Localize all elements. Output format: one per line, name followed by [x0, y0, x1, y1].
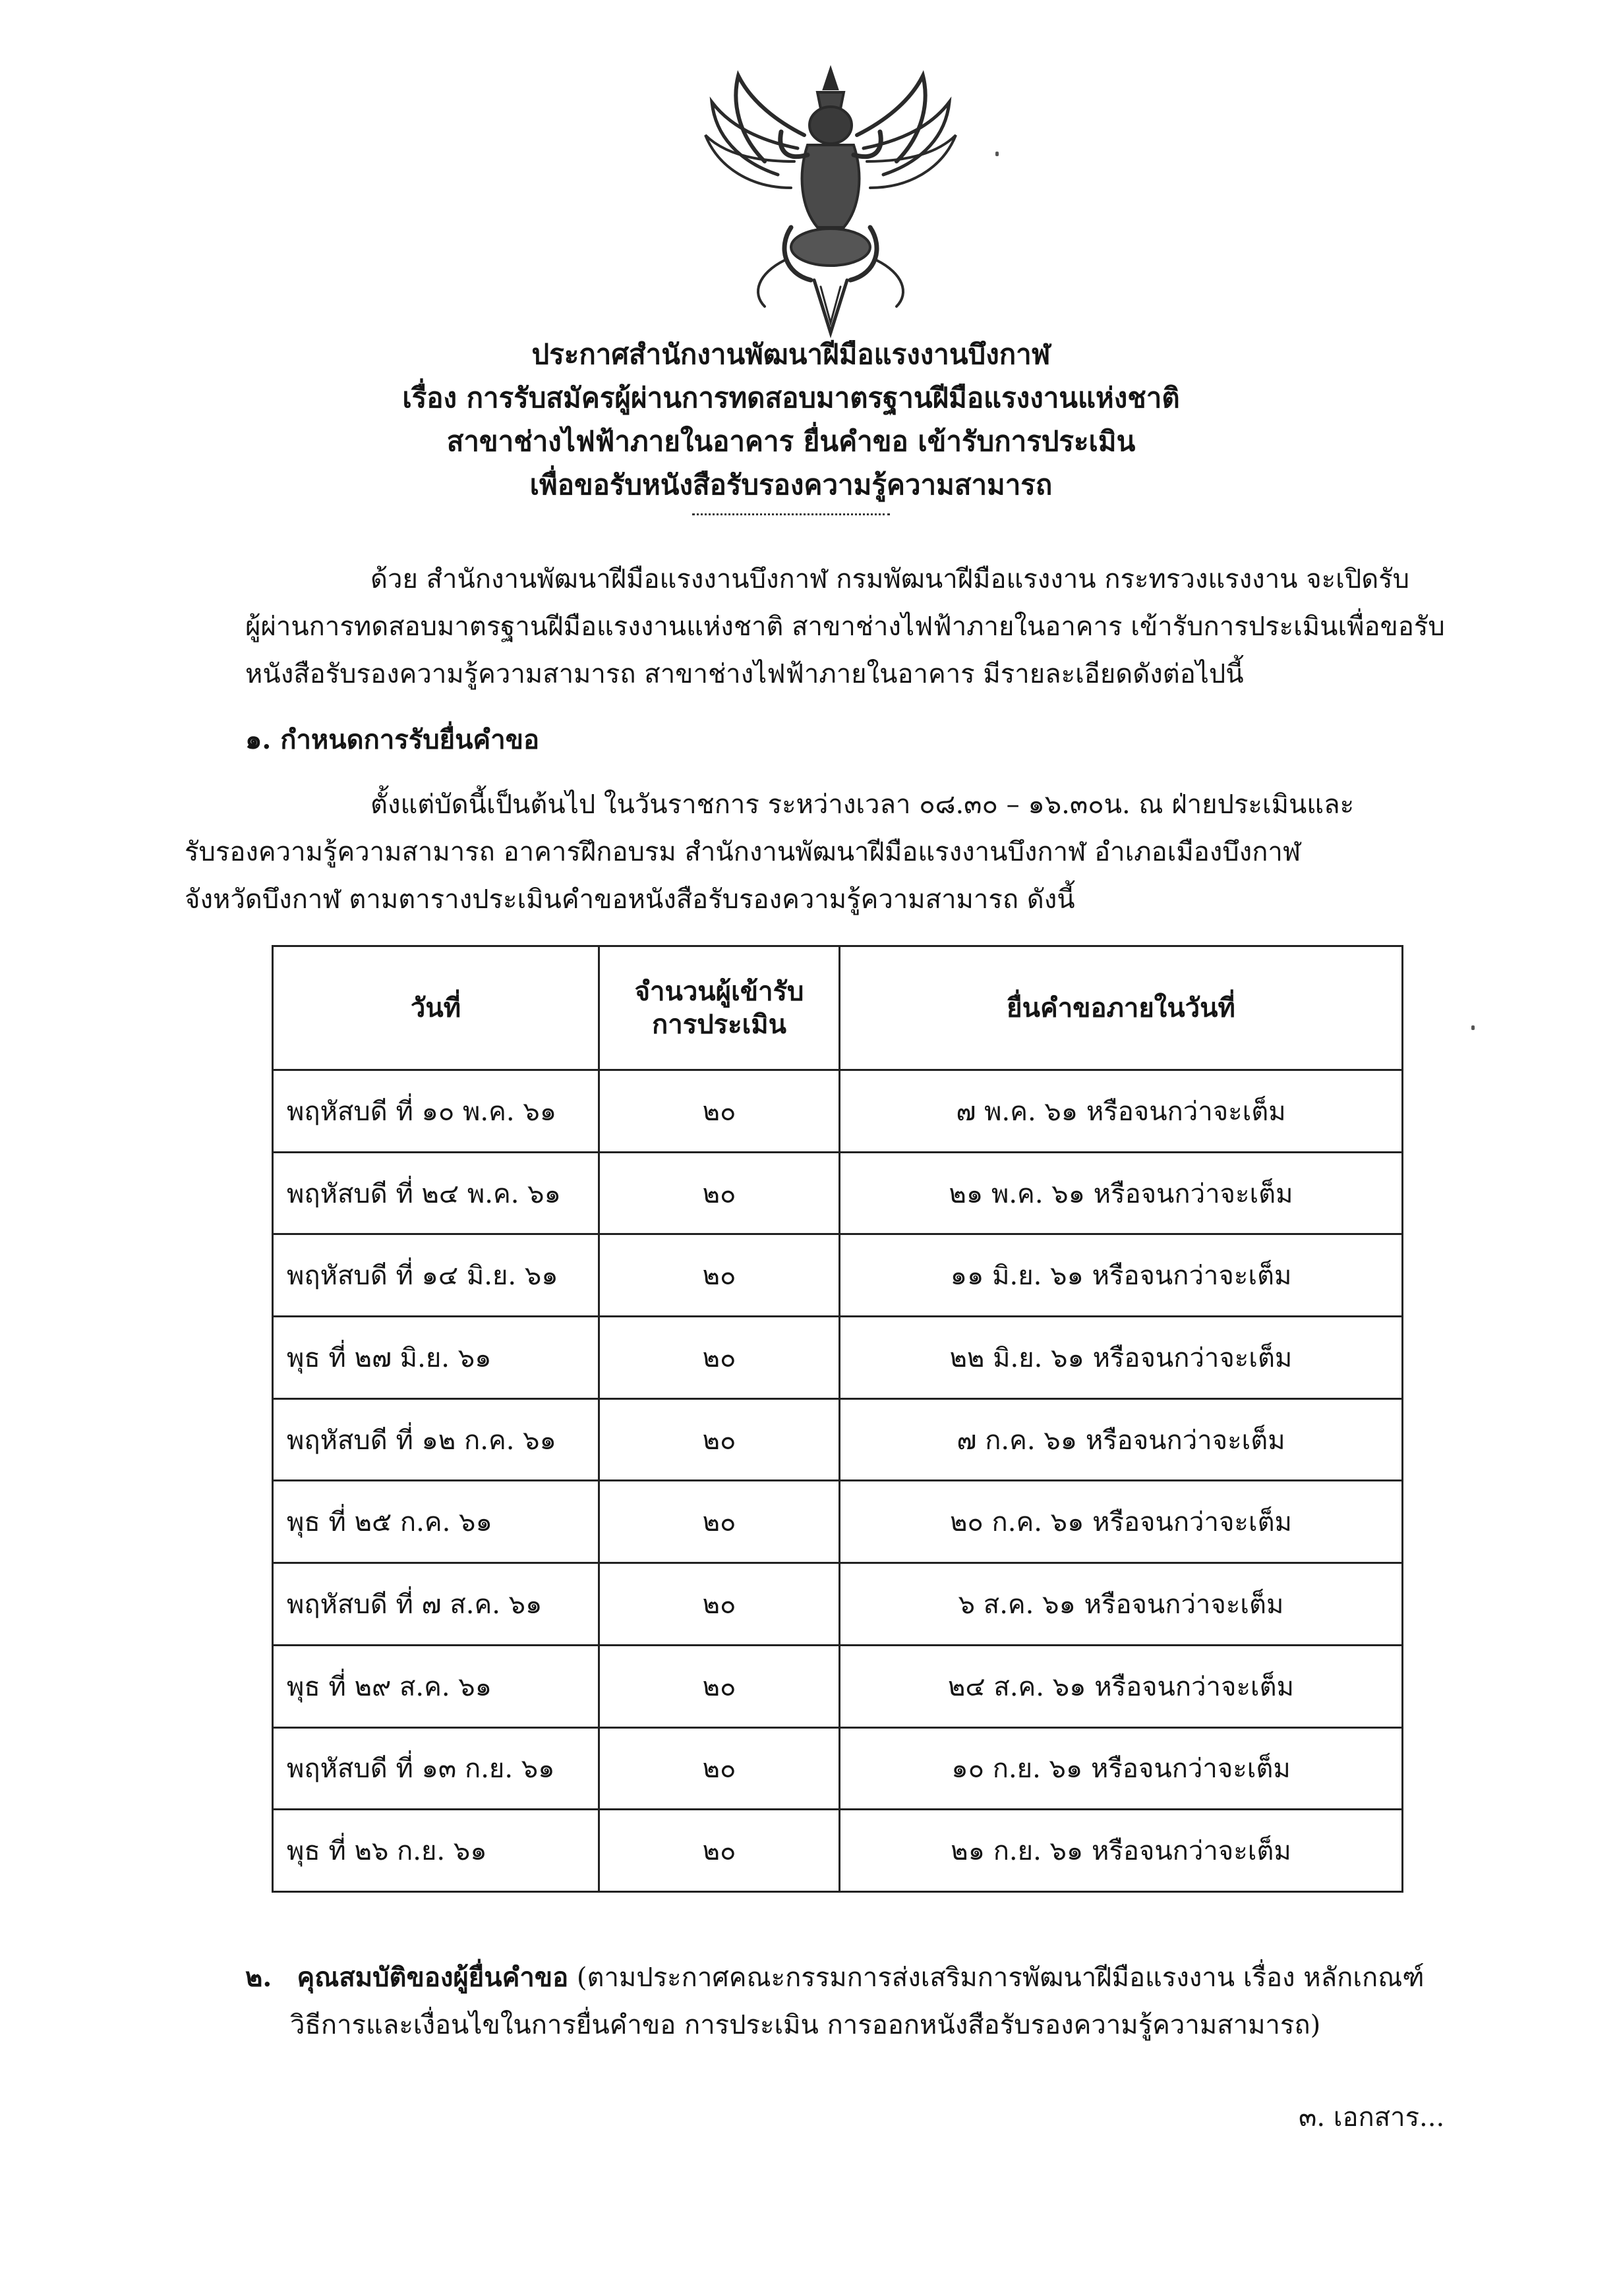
- section-2-line-2: วิธีการและเงื่อนไขในการยื่นคำขอ การประเมิน การออกหนังสือรับรองความรู้ความสามารถ): [290, 2010, 1321, 2040]
- cell-date: พุธ ที่ ๒๗ มิ.ย. ๖๑: [273, 1317, 599, 1399]
- cell-date: พุธ ที่ ๒๖ ก.ย. ๖๑: [273, 1810, 599, 1892]
- cell-deadline: ๒๒ มิ.ย. ๖๑ หรือจนกว่าจะเต็ม: [840, 1317, 1403, 1399]
- cell-deadline: ๑๑ มิ.ย. ๖๑ หรือจนกว่าจะเต็ม: [840, 1234, 1403, 1317]
- cell-count: ๒๐: [599, 1070, 840, 1153]
- header-count-line-2: การประเมิน: [652, 1008, 786, 1040]
- cell-date: พฤหัสบดี ที่ ๗ ส.ค. ๖๑: [273, 1563, 599, 1646]
- cell-count: ๒๐: [599, 1152, 840, 1234]
- cell-count: ๒๐: [599, 1317, 840, 1399]
- cell-date: พฤหัสบดี ที่ ๑๓ ก.ย. ๖๑: [273, 1727, 599, 1810]
- cell-deadline: ๗ ก.ค. ๖๑ หรือจนกว่าจะเต็ม: [840, 1398, 1403, 1481]
- cell-deadline: ๒๐ ก.ค. ๖๑ หรือจนกว่าจะเต็ม: [840, 1481, 1403, 1563]
- table-row: [273, 1398, 1403, 1481]
- header-count: [599, 946, 840, 1070]
- title-line-3: สาขาช่างไฟฟ้าภายในอาคาร ยื่นคำขอ เข้ารับการประเมิน: [446, 425, 1136, 457]
- cell-count: ๒๐: [599, 1563, 840, 1646]
- header-count-line-1: จำนวนผู้เข้ารับ: [634, 975, 804, 1007]
- table-row: [273, 1152, 1403, 1234]
- table-row: [273, 1810, 1403, 1892]
- announcement-title: [198, 333, 1384, 515]
- cell-deadline: ๒๔ ส.ค. ๖๑ หรือจนกว่าจะเต็ม: [840, 1645, 1403, 1727]
- title-divider: [692, 513, 890, 515]
- table-header-row: [273, 946, 1403, 1070]
- title-line-1: ประกาศสำนักงานพัฒนาฝีมือแรงงานบึงกาฬ: [531, 338, 1051, 370]
- scan-speck: [995, 152, 999, 156]
- section-2-text: (ตามประกาศคณะกรรมการส่งเสริมการพัฒนาฝีมือแรงงาน เรื่อง หลักเกณฑ์: [568, 1963, 1425, 1993]
- table-row: [273, 1645, 1403, 1727]
- garuda-emblem-icon: [686, 63, 976, 339]
- section-1-line-2: รับรองความรู้ความสามารถ อาคารฝึกอบรม สำนักงานพัฒนาฝีมือแรงงานบึงกาฬ อำเภอเมืองบึงกาฬ: [185, 837, 1301, 867]
- section-2-line-1: [245, 1957, 1425, 1998]
- table-row: [273, 1481, 1403, 1563]
- cell-count: ๒๐: [599, 1727, 840, 1810]
- table-row: [273, 1317, 1403, 1399]
- header-deadline: ยื่นคำขอภายในวันที่: [840, 946, 1403, 1070]
- cell-date: พุธ ที่ ๒๙ ส.ค. ๖๑: [273, 1645, 599, 1727]
- cell-date: พฤหัสบดี ที่ ๒๔ พ.ค. ๖๑: [273, 1152, 599, 1234]
- cell-count: ๒๐: [599, 1234, 840, 1317]
- cell-count: ๒๐: [599, 1645, 840, 1727]
- intro-line-1: ด้วย สำนักงานพัฒนาฝีมือแรงงานบึงกาฬ กรมพัฒนาฝีมือแรงงาน กระทรวงแรงงาน จะเปิดรับ: [370, 564, 1410, 594]
- cell-date: พฤหัสบดี ที่ ๑๔ มิ.ย. ๖๑: [273, 1234, 599, 1317]
- intro-line-2: ผู้ผ่านการทดสอบมาตรฐานฝีมือแรงงานแห่งชาติ สาขาช่างไฟฟ้าภายในอาคาร เข้ารับการประเมินเพื่อขอรับ: [245, 612, 1445, 642]
- section-1-line-3: จังหวัดบึงกาฬ ตามตารางประเมินคำขอหนังสือรับรองความรู้ความสามารถ ดังนี้: [185, 884, 1075, 915]
- cell-date: พุธ ที่ ๒๕ ก.ค. ๖๑: [273, 1481, 599, 1563]
- section-1-heading: ๑. กำหนดการรับยื่นคำขอ: [245, 724, 540, 755]
- cell-date: พฤหัสบดี ที่ ๑๒ ก.ค. ๖๑: [273, 1398, 599, 1481]
- cell-date: พฤหัสบดี ที่ ๑๐ พ.ค. ๖๑: [273, 1070, 599, 1153]
- table-row: [273, 1070, 1403, 1153]
- section-1-line-1: ตั้งแต่บัดนี้เป็นต้นไป ในวันราชการ ระหว่างเวลา ๐๘.๓๐ – ๑๖.๓๐น. ณ ฝ่ายประเมินและ: [370, 789, 1355, 820]
- header-date: วันที่: [273, 946, 599, 1070]
- cell-deadline: ๒๑ ก.ย. ๖๑ หรือจนกว่าจะเต็ม: [840, 1810, 1403, 1892]
- cell-deadline: ๗ พ.ค. ๖๑ หรือจนกว่าจะเต็ม: [840, 1070, 1403, 1153]
- table-row: [273, 1727, 1403, 1810]
- cell-deadline: ๑๐ ก.ย. ๖๑ หรือจนกว่าจะเต็ม: [840, 1727, 1403, 1810]
- next-page-marker: ๓. เอกสาร...: [1299, 2102, 1445, 2133]
- title-line-2: เรื่อง การรับสมัครผู้ผ่านการทดสอบมาตรฐานฝีมือแรงงานแห่งชาติ: [402, 382, 1180, 414]
- table-row: [273, 1234, 1403, 1317]
- title-line-4: เพื่อขอรับหนังสือรับรองความรู้ความสามารถ: [529, 469, 1053, 501]
- table-row: [273, 1563, 1403, 1646]
- cell-count: ๒๐: [599, 1481, 840, 1563]
- assessment-schedule-table: [272, 945, 1403, 1893]
- scan-speck: [1471, 1025, 1475, 1030]
- section-2-number: ๒.: [245, 1962, 272, 1993]
- section-2-heading: คุณสมบัติของผู้ยื่นคำขอ: [297, 1962, 569, 1993]
- intro-line-3: หนังสือรับรองความรู้ความสามารถ สาขาช่างไฟฟ้าภายในอาคาร มีรายละเอียดดังต่อไปนี้: [245, 659, 1244, 689]
- cell-deadline: ๒๑ พ.ค. ๖๑ หรือจนกว่าจะเต็ม: [840, 1152, 1403, 1234]
- cell-count: ๒๐: [599, 1810, 840, 1892]
- cell-deadline: ๖ ส.ค. ๖๑ หรือจนกว่าจะเต็ม: [840, 1563, 1403, 1646]
- cell-count: ๒๐: [599, 1398, 840, 1481]
